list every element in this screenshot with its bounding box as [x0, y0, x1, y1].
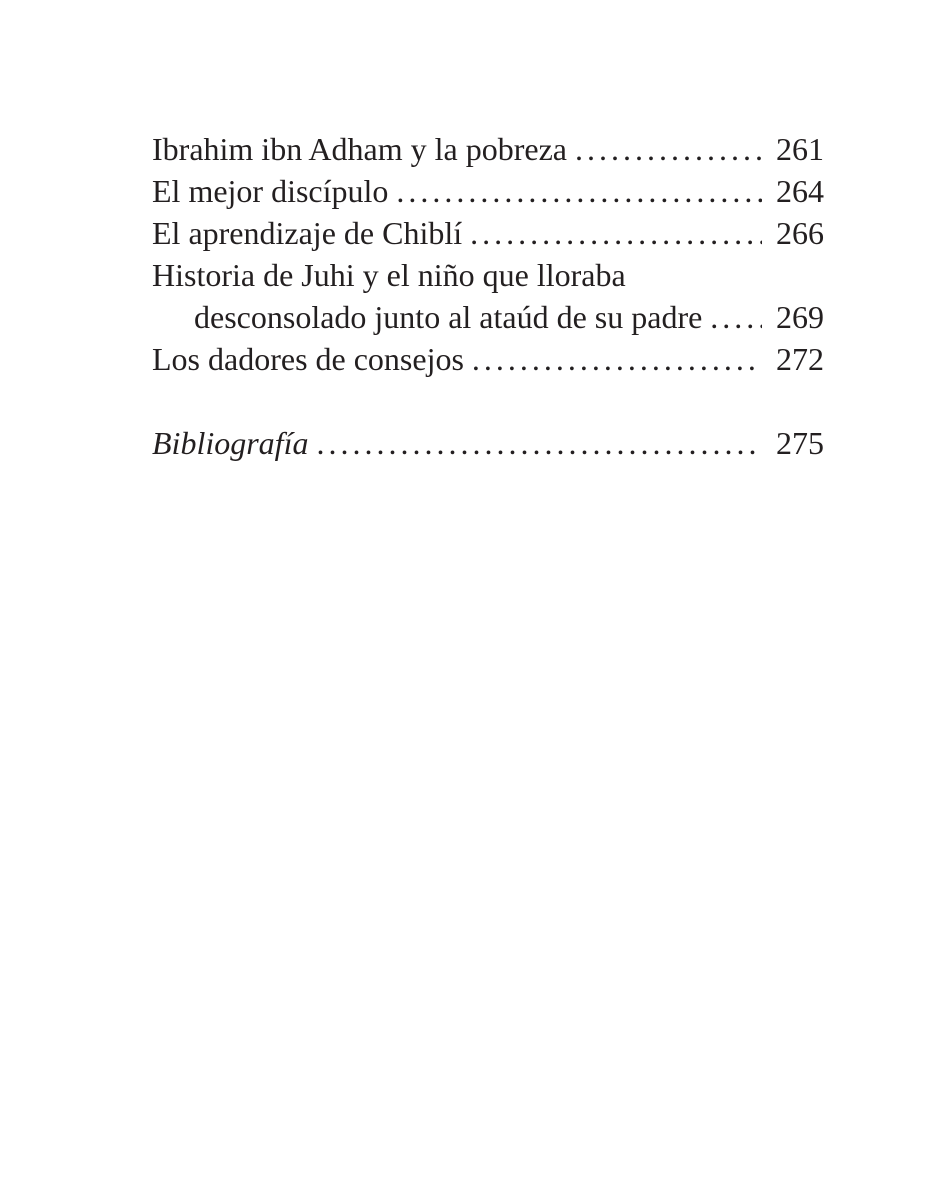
toc-page-number: 261 — [776, 131, 824, 167]
toc-entry-title: Ibrahim ibn Adham y la pobreza — [152, 131, 567, 167]
toc-entry[interactable] — [152, 170, 824, 212]
section-spacer — [152, 380, 824, 422]
toc-entry[interactable] — [152, 128, 824, 170]
toc-entry[interactable] — [152, 338, 824, 380]
toc-entry-title: El aprendizaje de Chiblí — [152, 215, 463, 251]
dot-leader — [316, 422, 762, 464]
dot-leader — [470, 212, 762, 254]
bibliography-title: Bibliografía — [152, 425, 309, 461]
toc-entry-title-line2: desconsolado junto al ataúd de su padre — [194, 299, 703, 335]
toc-entry-title: Los dadores de consejos — [152, 341, 464, 377]
toc-page-number: 266 — [776, 215, 824, 251]
toc-entry-title: El mejor discípulo — [152, 173, 389, 209]
toc-page-number: 269 — [776, 299, 824, 335]
toc-page-number: 272 — [776, 341, 824, 377]
toc-page-number: 264 — [776, 173, 824, 209]
dot-leader — [575, 128, 762, 170]
dot-leader — [396, 170, 762, 212]
toc-page-number: 275 — [776, 425, 824, 461]
dot-leader — [710, 296, 762, 338]
toc-entry-bibliography[interactable] — [152, 422, 824, 464]
toc-entry-title-line1: Historia de Juhi y el niño que lloraba — [152, 257, 626, 293]
toc-entry[interactable] — [152, 212, 824, 254]
dot-leader — [472, 338, 762, 380]
table-of-contents — [152, 128, 824, 464]
toc-entry[interactable] — [152, 254, 824, 338]
